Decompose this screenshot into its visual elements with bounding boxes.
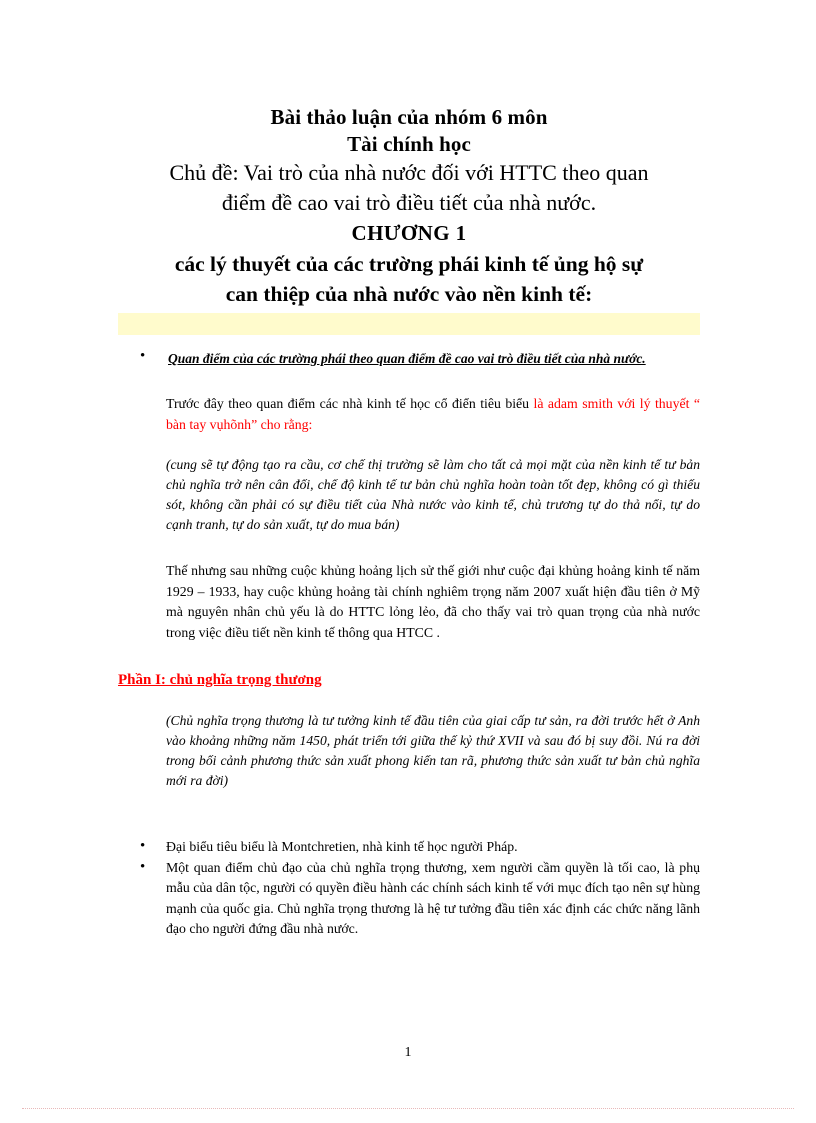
page-number: 1 [404, 1045, 412, 1060]
spacer [118, 368, 700, 394]
spacer [118, 791, 700, 817]
paragraph-quote: (cung sẽ tự động tạo ra cầu, cơ chế thị trường sẽ làm cho tất cả mọi mặt của nền kinh tế tư bản chủ nghĩa trở nên cân đối, chế độ kinh tế tư bản chủ nghĩa hoàn toàn tốt đẹp, không có gì thiếu sót, không cần phải có sự điều tiết của Nhà nước vào kinh tế, chủ trương tự do thả nổi, tự do cạnh tranh, tự do sản xuất, tự do mua bán) [166, 457, 700, 532]
document-title-line-1: Bài thảo luận của nhóm 6 môn [270, 105, 548, 129]
lead-bullet-text: Quan điểm của các trường phái theo quan điểm đề cao vai trò điều tiết của nhà nước. [168, 351, 646, 366]
lead-bullet-list [118, 349, 700, 368]
document-title-line-2: Tài chính học [347, 132, 471, 156]
document-subtitle-line-1: Chủ đề: Vai trò của nhà nước đối với HTTC theo quan [169, 160, 649, 185]
list-item: • Một quan điểm chủ đạo của chủ nghĩa trọng thương, xem người cầm quyền là tối cao, là phụ mẫu của dân tộc, người có quyền điều hành các chính sách kinh tế với mục đích tạo nên sự hùng mạnh của quốc gia. Chủ nghĩa trọng thương là hệ tư tưởng đầu tiên xác định các chức năng lãnh đạo cho người đứng đầu nhà nước. [118, 858, 700, 940]
spacer [118, 535, 700, 561]
paragraph-intro-black: Trước đây theo quan điểm các nhà kinh tế học cổ điển tiêu biểu [166, 396, 534, 411]
chapter-subheading-line-2: can thiệp của nhà nước vào nền kinh tế: [225, 282, 593, 306]
footer-divider [22, 1108, 794, 1109]
paragraph-crisis: Thế nhưng sau những cuộc khủng hoảng lịch sử thế giới như cuộc đại khủng hoảng kinh tế năm 1929 – 1933, hay cuộc khủng hoảng tài chính nghiêm trọng năm 2007 xuất hiện đầu tiên ở Mỹ mà nguyên nhân chủ yếu là do HTTC lỏng lẻo, đã cho thấy vai trò quan trọng của nhà nước trong việc điều tiết nền kinh tế thông qua HTCC . [166, 563, 700, 640]
spacer [118, 817, 700, 837]
chapter-heading: CHƯƠNG 1 [351, 221, 467, 245]
highlighted-blank-line [118, 313, 700, 335]
spacer [118, 435, 700, 455]
chapter-subheading-line-1: các lý thuyết của các trường phái kinh tế ủng hộ sự [174, 252, 644, 276]
section-heading-part-1: Phần I: chủ nghĩa trọng thương [118, 672, 322, 688]
document-content [118, 0, 700, 940]
paragraph-intro-red: là adam smith với lý thuyết “ bàn tay vụhõnh” cho rằng: [166, 396, 700, 432]
document-body [118, 349, 700, 940]
section-heading-wrap [118, 669, 700, 691]
spacer [118, 643, 700, 669]
sub-bullet-list [118, 837, 700, 940]
document-subtitle-line-2: điểm đề cao vai trò điều tiết của nhà nước. [221, 190, 597, 215]
list-item [118, 349, 700, 368]
title-block [118, 0, 700, 309]
list-item: • Đại biểu tiêu biểu là Montchretien, nhà kinh tế học người Pháp. [118, 837, 700, 858]
paragraph-mercantilism: (Chủ nghĩa trọng thương là tư tưởng kinh tế đầu tiên của giai cấp tư sản, ra đời trước hết ở Anh vào khoảng những năm 1450, phát triển tới giữa thế kỷ thứ XVII và sau đó bị suy đồi. Nú ra đời trong bối cảnh phương thức sản xuất phong kiến tan rã, phương thức sản xuất tư bản chủ nghĩa mới ra đời) [166, 713, 700, 788]
spacer [118, 691, 700, 711]
paragraph-intro [118, 394, 700, 435]
